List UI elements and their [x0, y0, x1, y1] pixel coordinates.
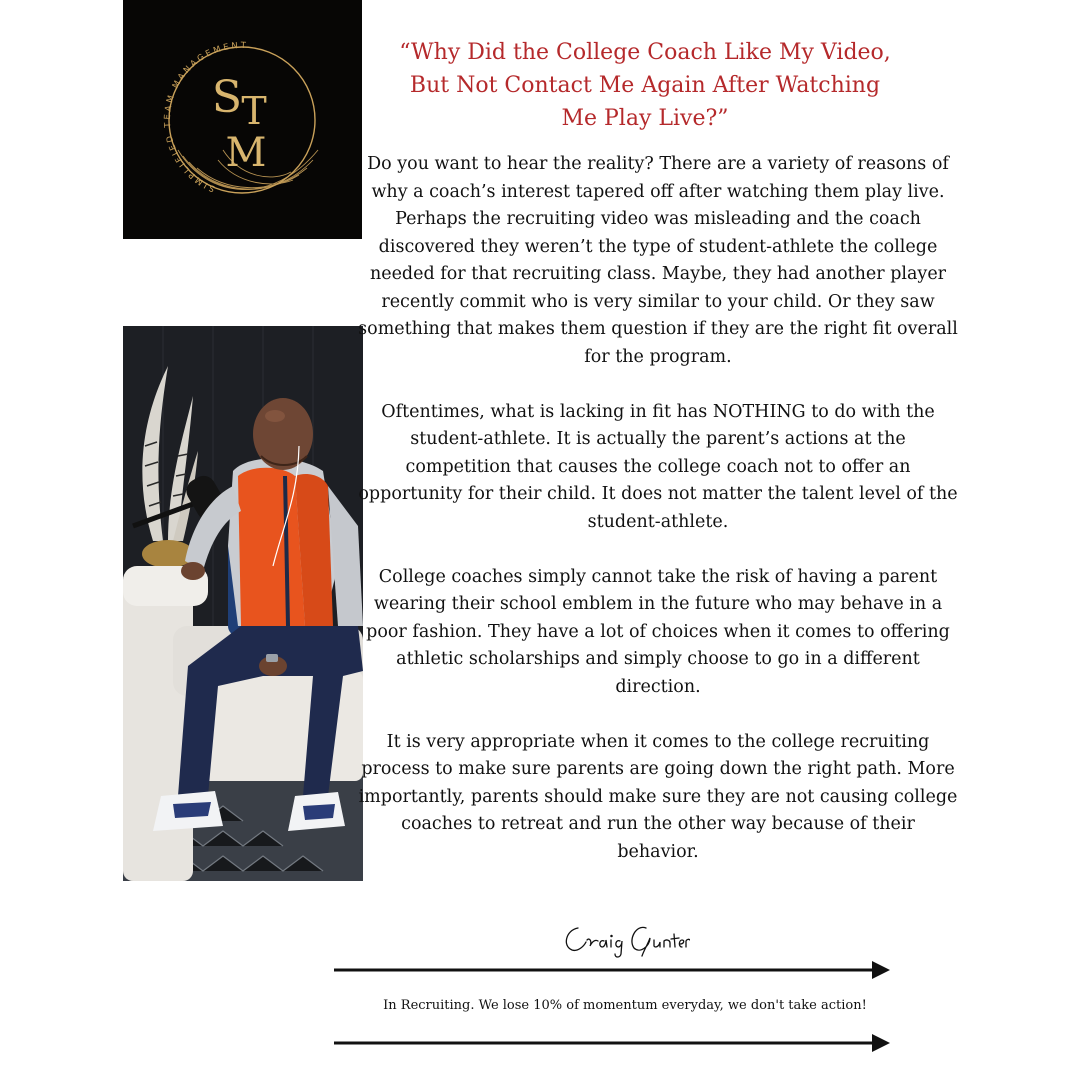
footer-tagline: In Recruiting. We lose 10% of momentum everyday, we don't take action!: [383, 998, 867, 1013]
title-line-2: But Not Contact Me Again After Watching: [409, 73, 881, 98]
man-on-sofa-illustration: [123, 326, 363, 881]
podcast-photo: [123, 326, 363, 881]
logo-emblem: [123, 0, 362, 239]
signature: [560, 920, 690, 960]
divider-arrow-bottom: [334, 1033, 892, 1053]
title-line-1: “Why Did the College Coach Like My Video,: [399, 40, 891, 65]
paragraph-2: Oftentimes, what is lacking in fit has NOTHING to do with the student-athlete. It is actually the parent’s actions at the competition that causes the college coach not to offer an opportunity for their child. It does not matter the talent level of the student-athlete.: [358, 401, 958, 532]
stm-logo: [123, 0, 362, 239]
signature-craig-gunter: [560, 920, 690, 960]
divider-arrow-top: [334, 960, 892, 980]
logo-letter-s: S: [211, 72, 243, 123]
paragraph-1: Do you want to hear the reality? There are a variety of reasons of why a coach’s interest tapered off after watching them play live. Perhaps the recruiting video was misleading and the coach discovered they weren’t the type of student-athlete the college needed for that recruiting class. Maybe, they had another player recently commit who is very similar to your child. Or they saw something that makes them question if they are the right fit overall for the program.: [358, 154, 958, 367]
logo-letter-t: T: [241, 89, 267, 133]
arrow-right-icon: [334, 1033, 892, 1053]
logo-letter-m: M: [225, 130, 267, 176]
title-line-3: Me Play Live?”: [561, 106, 729, 131]
paragraph-3: College coaches simply cannot take the risk of having a parent wearing their school emblem in the future who may behave in a poor fashion. They have a lot of choices when it comes to offering athletic scholarships and simply choose to go in a different direction.: [366, 566, 950, 697]
arrow-right-icon: [334, 960, 892, 980]
article-title: [360, 36, 930, 135]
article-body: [358, 151, 958, 894]
paragraph-4: It is very appropriate when it comes to the college recruiting process to make sure parents are going down the right path. More importantly, parents should make sure they are not causing college coaches to retreat and run the other way because of their behavior.: [358, 731, 958, 862]
logo-ring-text: SIMPLIFIED TEAM MANAGEMENT: [162, 40, 249, 194]
